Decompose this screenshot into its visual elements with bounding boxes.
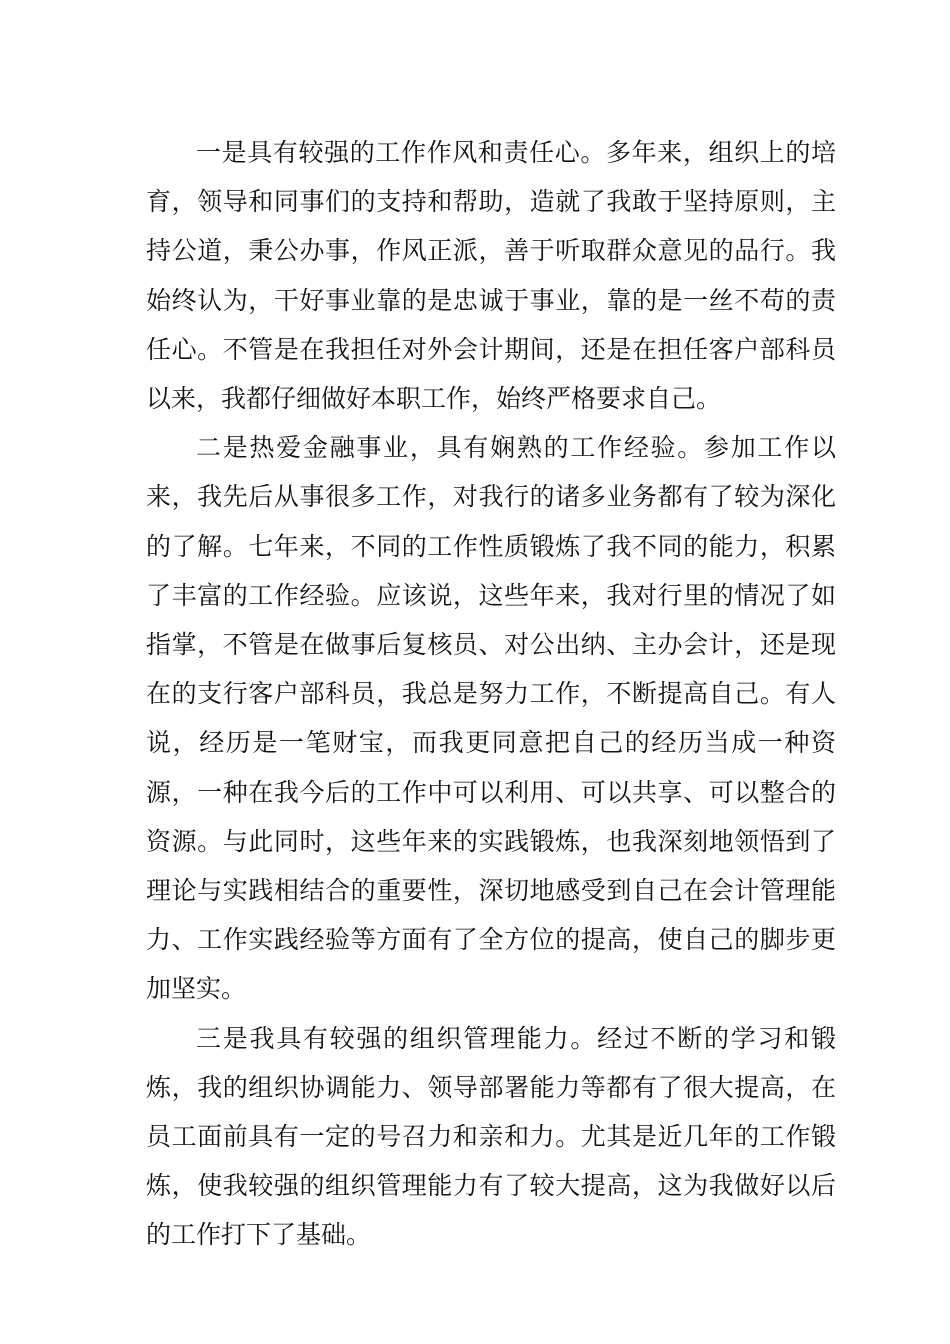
paragraph-2: 二是热爱金融事业，具有娴熟的工作经验。参加工作以来，我先后从事很多工作，对我行的诸多业务都有了较为深化的了解。七年来，不同的工作性质锻炼了我不同的能力，积累了丰富的工作经验。应该说，这些年来，我对行里的情况了如指掌，不管是在做事后复核员、对公出纳、主办会计，还是现在的支行客户部科员，我总是努力工作，不断提高自己。有人说，经历是一笔财宝，而我更同意把自己的经历当成一种资源，一种在我今后的工作中可以利用、可以共享、可以整合的资源。与此同时，这些年来的实践锻炼，也我深刻地领悟到了理论与实践相结合的重要性，深切地感受到自己在会计管理能力、工作实践经验等方面有了全方位的提高，使自己的脚步更加坚实。 [146,433,836,1004]
paragraph-1: 一是具有较强的工作作风和责任心。多年来，组织上的培育，领导和同事们的支持和帮助，造就了我敢于坚持原则，主持公道，秉公办事，作风正派，善于听取群众意见的品行。我始终认为，干好事业靠的是忠诚于事业，靠的是一丝不苟的责任心。不管是在我担任对外会计期间，还是在担任客户部科员以来，我都仔细做好本职工作，始终严格要求自己。 [146,138,836,414]
document-body [146,128,836,1260]
paragraph-3: 三是我具有较强的组织管理能力。经过不断的学习和锻炼，我的组织协调能力、领导部署能力等都有了很大提高，在员工面前具有一定的号召力和亲和力。尤其是近几年的工作锻炼，使我较强的组织管理能力有了较大提高，这为我做好以后的工作打下了基础。 [146,1023,836,1250]
